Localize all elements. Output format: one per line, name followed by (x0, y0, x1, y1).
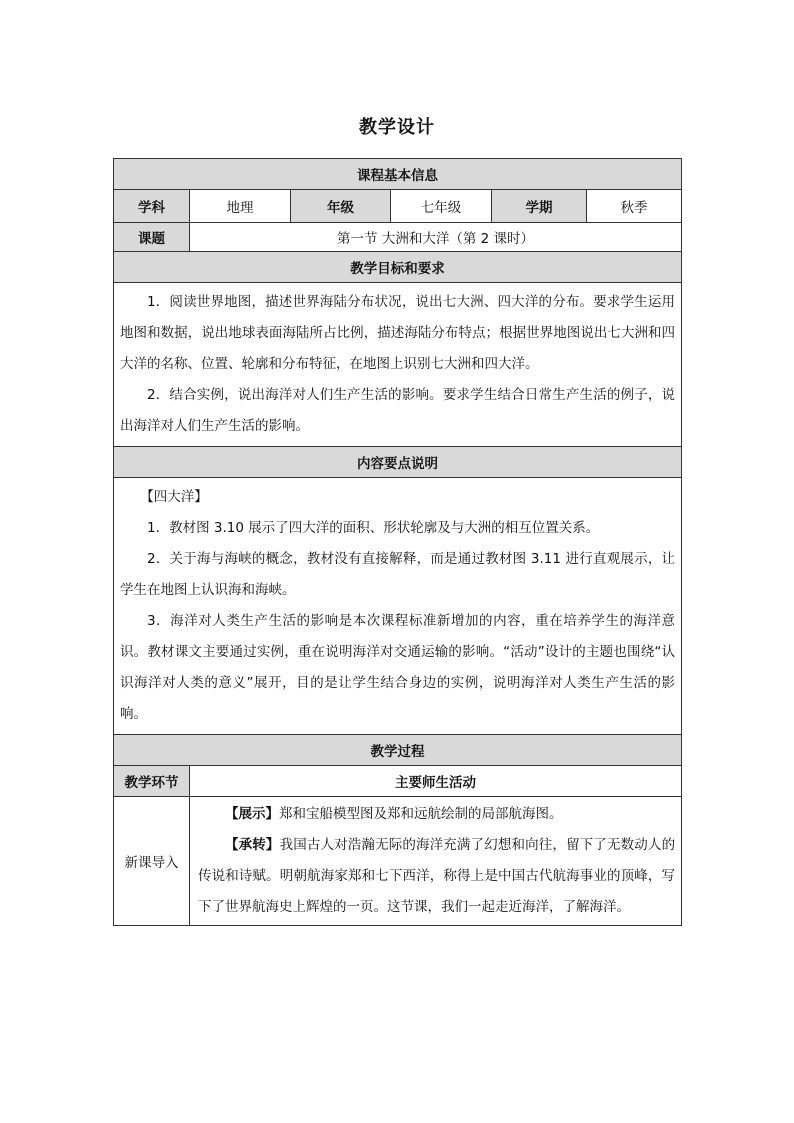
objectives-body (114, 283, 682, 447)
lesson-row (114, 223, 682, 252)
lesson-value: 第一节 大洲和大洋（第 2 课时） (190, 223, 682, 252)
process-header: 教学过程 (114, 735, 682, 766)
stage-cell: 新课导入 (114, 797, 190, 926)
activity-text: 我国古人对浩瀚无际的海洋充满了幻想和向往，留下了无数动人的传说和诗赋。明朝航海家郑和七下西洋，称得上是中国古代航海事业的顶峰，写下了世界航海史上辉煌的一页。这节课，我们一起走近海洋，了解海洋。 (198, 837, 676, 915)
content-paragraph: 3．海洋对人类生产生活的影响是本次课程标准新增加的内容，重在培养学生的海洋意识。教材课文主要通过实例，重在说明海洋对交通运输的影响。“活动”设计的主题也围绕“认识海洋对人类的意义”展开，目的是让学生结合身边的实例，说明海洋对人类生产生活的影响。 (120, 613, 676, 722)
stage-column-header: 教学环节 (114, 766, 190, 797)
objectives-row (114, 283, 682, 447)
content-header: 内容要点说明 (114, 447, 682, 478)
process-column-header-row (114, 766, 682, 797)
objectives-header: 教学目标和要求 (114, 252, 682, 283)
grade-label: 年级 (291, 190, 391, 223)
content-paragraph: 1．教材图 3.10 展示了四大洋的面积、形状轮廓及与大洲的相互位置关系。 (147, 520, 600, 536)
activity-column-header: 主要师生活动 (190, 766, 682, 797)
activity-item (198, 830, 675, 923)
objectives-header-row (114, 252, 682, 283)
basic-info-header: 课程基本信息 (114, 159, 682, 190)
subject-value: 地理 (190, 190, 291, 223)
activity-cell (190, 797, 682, 926)
content-bracket-title: 【四大洋】 (140, 489, 208, 505)
activity-tag: 【承转】 (225, 837, 280, 853)
objective-paragraph: 1．阅读世界地图，描述世界海陆分布状况，说出七大洲、四大洋的分布。要求学生运用地图和数据，说出地球表面海陆所占比例，描述海陆分布特点；根据世界地图说出七大洲和四大洋的名称、位置、轮廓和分布特征，在地图上识别七大洲和四大洋。 (120, 294, 676, 372)
term-value: 秋季 (587, 190, 682, 223)
content-body (114, 478, 682, 735)
term-label: 学期 (492, 190, 587, 223)
basic-info-header-row (114, 159, 682, 190)
content-paragraph: 2．关于海与海峡的概念，教材没有直接解释，而是通过教材图 3.11 进行直观展示，让学生在地图上认识海和海峡。 (120, 551, 676, 598)
content-row (114, 478, 682, 735)
basic-info-row (114, 190, 682, 223)
process-header-row (114, 735, 682, 766)
lesson-label: 课题 (114, 223, 190, 252)
activity-tag: 【展示】 (225, 806, 279, 822)
content-header-row (114, 447, 682, 478)
table-row (114, 797, 682, 926)
subject-label: 学科 (114, 190, 190, 223)
objective-paragraph: 2．结合实例，说出海洋对人们生产生活的影响。要求学生结合日常生产生活的例子，说出海洋对人们生产生活的影响。 (120, 387, 676, 434)
lesson-plan-table (113, 158, 682, 926)
activity-text: 郑和宝船模型图及郑和远航绘制的局部航海图。 (279, 806, 563, 822)
document-title: 教学设计 (359, 117, 435, 138)
activity-item (198, 799, 675, 830)
grade-value: 七年级 (391, 190, 492, 223)
